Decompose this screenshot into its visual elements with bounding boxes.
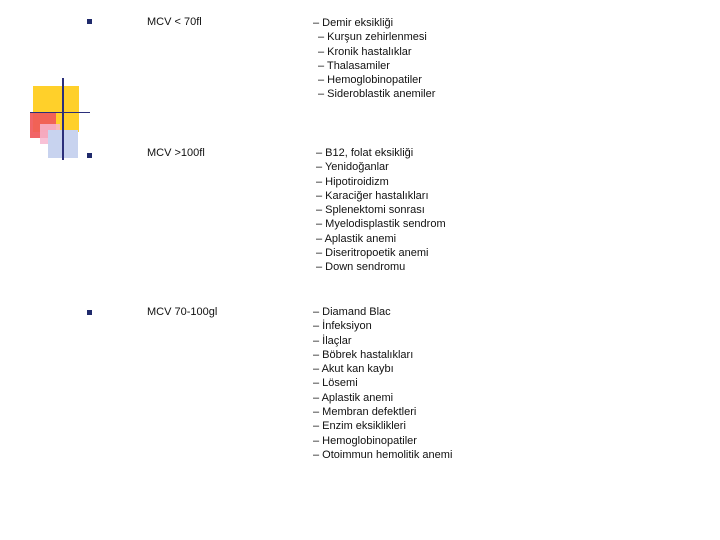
list-item: – Karaciğer hastalıkları <box>316 189 429 202</box>
list-item: – Kronik hastalıklar <box>318 45 412 58</box>
list-item: – Hemoglobinopatiler <box>318 74 422 87</box>
list-item: – Enzim eksiklikleri <box>313 420 406 433</box>
section-label: MCV >100fl <box>147 147 205 159</box>
list-item: – Hemoglobinopatiler <box>313 434 417 447</box>
list-item: – Aplastik anemi <box>316 232 397 245</box>
bullet-icon <box>87 153 92 158</box>
section-label: MCV < 70fl <box>147 16 202 28</box>
list-item: – Thalasamiler <box>318 59 390 72</box>
slide-decoration <box>30 78 90 160</box>
list-item: – Diseritropoetik anemi <box>316 247 429 260</box>
section-list <box>316 146 446 275</box>
section-list <box>313 305 452 462</box>
list-item: – Myelodisplastik sendrom <box>316 218 446 231</box>
list-item: – Akut kan kaybı <box>313 363 394 376</box>
list-item: – Otoimmun hemolitik anemi <box>313 448 453 461</box>
horizontal-accent-line <box>30 112 90 113</box>
list-item: – Kurşun zehirlenmesi <box>318 31 427 44</box>
vertical-accent-line <box>62 78 64 160</box>
list-item: – Sideroblastik anemiler <box>318 88 436 101</box>
list-item: – Diamand Blac <box>313 306 391 318</box>
list-item: – Down sendromu <box>316 261 406 274</box>
list-item: – Lösemi <box>313 377 358 390</box>
list-item: – Böbrek hastalıkları <box>313 348 414 361</box>
bullet-icon <box>87 19 92 24</box>
list-item: – Splenektomi sonrası <box>316 204 425 217</box>
list-item: – İlaçlar <box>313 334 352 347</box>
bullet-icon <box>87 310 92 315</box>
section-list <box>313 16 435 102</box>
list-item: – Aplastik anemi <box>313 391 394 404</box>
list-item: – Yenidoğanlar <box>316 161 389 174</box>
list-item: – Hipotiroidizm <box>316 175 389 188</box>
list-item: – Demir eksikliği <box>313 17 394 29</box>
list-item: – İnfeksiyon <box>313 320 372 333</box>
list-item: – B12, folat eksikliği <box>316 147 414 159</box>
list-item: – Membran defektleri <box>313 406 417 419</box>
section-label: MCV 70-100gl <box>147 306 218 318</box>
